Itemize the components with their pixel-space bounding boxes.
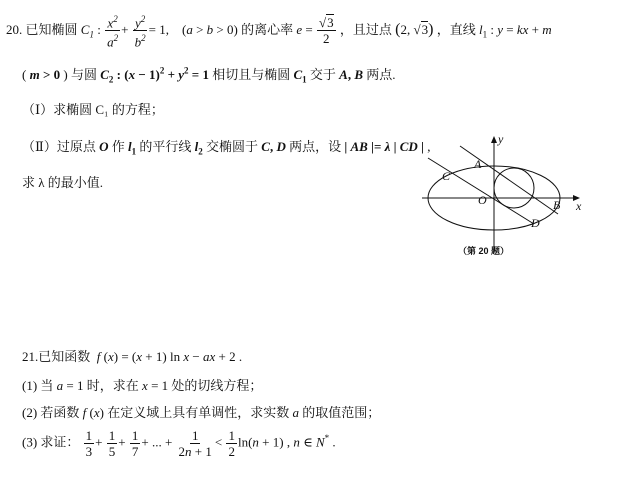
q20-line2: ( m > 0 ) 与圆 $C_2$ : $(x - 1)^2 + y^2 = 1$ 相切且与椭圆 $C_1$ 交于 A, B 两点. (22, 65, 396, 85)
ellipse-name: $C_1$ (80, 21, 94, 40)
x-label: x (576, 199, 582, 213)
q20-part2: （Ⅱ）过原点 O 作 $l_1$ 的平行线 $l_2$ 交椭圆于 C, D 两点，设 | AB |= λ | CD | , (22, 139, 431, 157)
part2-c: 的平行线 (139, 139, 192, 154)
intersect-text: 交于 (309, 67, 336, 82)
q21-number: 21. (22, 349, 39, 364)
item1-c: 处的切线方程； (171, 378, 263, 393)
q21-item3: (3) 求证： $\frac{1}{3}$ + $\frac{1}{5}$ + $\frac{1}{7}$ + ... + $\frac{1}{2n + 1}$ < $\frac{1}{2}$ ln(n + 1) , n ∈ N* . (22, 428, 336, 459)
q21-item2: (2) 若函数 f (x) 在定义域上具有单调性，求实数 a 的取值范围； (22, 405, 381, 420)
item2-c: 的取值范围； (302, 405, 381, 420)
item1-a: (1) 当 (22, 378, 54, 393)
q20-figure-caption: （第 20 题） (458, 246, 510, 256)
q20-figure (420, 130, 590, 260)
tangent-text: 与圆 (70, 67, 97, 82)
item1-b: 时，求在 (86, 378, 139, 393)
q21-line1: 21.已知函数 f (x) = (x + 1) ln x − ax + 2 . (22, 349, 243, 364)
q21-item1: (1) 当 a = 1 时，求在 x = 1 处的切线方程； (22, 378, 263, 393)
label-d: D (531, 216, 540, 230)
line-text: ，直线 (436, 21, 476, 37)
q20-intro: 已知椭圆 (25, 21, 78, 37)
tangent-ellipse-text: 相切且与椭圆 (212, 67, 291, 82)
label-c: C (442, 169, 451, 183)
part2-e: 两点，设 (289, 139, 342, 154)
y-axis-arrow (491, 136, 497, 143)
frac-x2-a2: $\frac{x^2}{a^2}$ (107, 14, 119, 50)
q20-part3: 求 λ 的最小值. (22, 175, 104, 190)
part2-a: （Ⅱ）过原点 (22, 139, 96, 154)
q20-number: 20. (6, 21, 23, 37)
part2-b: 作 (111, 139, 125, 154)
label-o: O (478, 193, 487, 207)
passes-through-text: ，且过点 (339, 21, 392, 37)
item3-a: (3) 求证： (22, 434, 80, 450)
frac-sqrt3-2: $\frac{√3}{2}$ (318, 15, 334, 47)
frac-y2-b2: $\frac{y^2}{b^2}$ (134, 14, 146, 50)
q20-line1: 20. 已知椭圆 $C_1$ : $\frac{x^2}{a^2}$ + $\frac{y^2}{b^2}$ = 1, (a > b > 0) 的离心率 e = $\frac{√3}{2}$ ，且过点 (2, √3) ，直线 $l_1$ : y = kx + m (6, 14, 552, 50)
item2-b: 在定义域上具有单调性，求实数 (107, 405, 290, 420)
q20-part1: （Ⅰ）求椭圆 C₁ 的方程； (22, 102, 164, 117)
label-b: B (553, 198, 561, 212)
part2-d: 交椭圆于 (206, 139, 259, 154)
two-points-text: 两点. (366, 67, 396, 82)
item2-a: (2) 若函数 (22, 405, 80, 420)
y-label: y (498, 132, 504, 146)
eccentricity-text: 的离心率 (241, 21, 294, 37)
label-a: A (474, 157, 482, 171)
q21-intro: 已知函数 (38, 349, 91, 364)
